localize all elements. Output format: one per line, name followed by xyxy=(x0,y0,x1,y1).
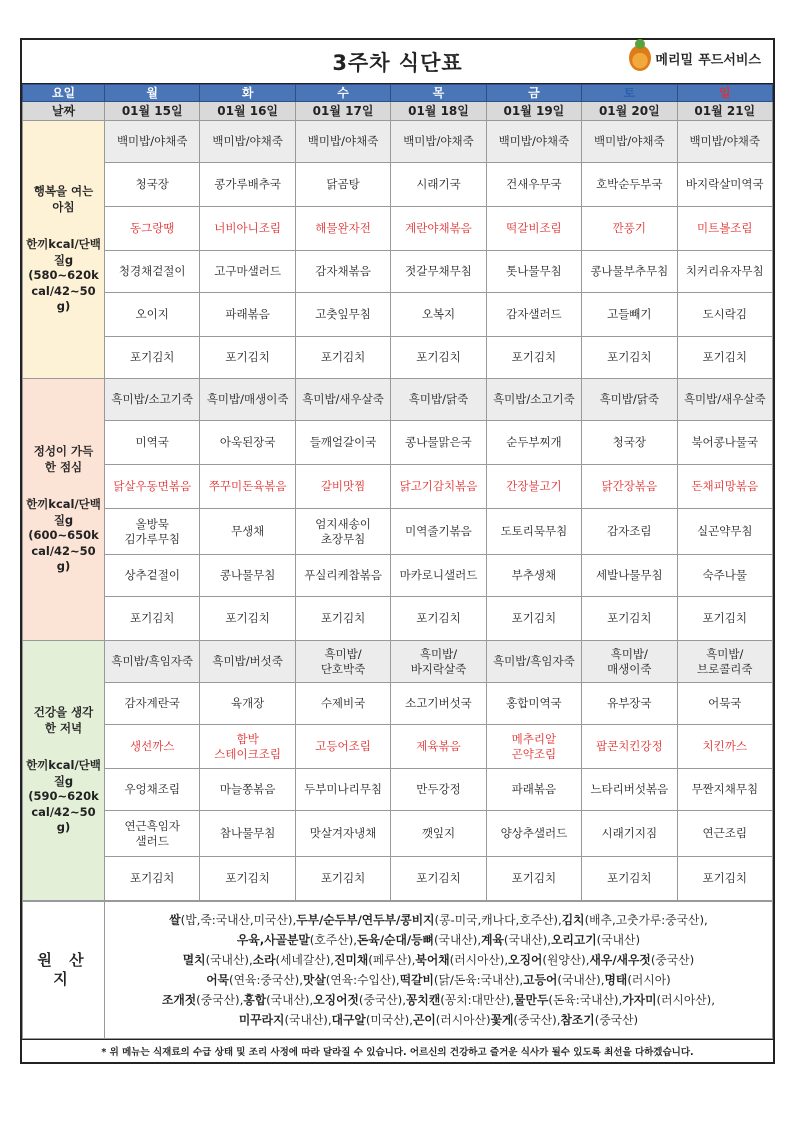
menu-item: 파래볶음 xyxy=(200,293,295,337)
menu-item: 흑미밥/버섯죽 xyxy=(200,641,295,683)
menu-item: 양상추샐러드 xyxy=(486,811,581,857)
lunch-row xyxy=(23,379,773,421)
menu-item: 올방묵 김가루무침 xyxy=(105,509,200,555)
origin-line: 조개젓(중국산),홍합(국내산),오징어젓(중국산),꽁치캔(꽁치:대만산),물만두(돈육:국내산),가자미(러시아산), xyxy=(161,993,716,1008)
menu-item: 포기김치 xyxy=(200,857,295,901)
menu-item: 흑미밥/소고기죽 xyxy=(105,379,200,421)
menu-item: 고들빼기 xyxy=(582,293,677,337)
menu-item: 포기김치 xyxy=(295,857,390,901)
date-sun: 01월 21일 xyxy=(677,102,772,121)
menu-item: 치커리유자무침 xyxy=(677,251,772,293)
menu-item: 흑미밥/ 매생이죽 xyxy=(582,641,677,683)
menu-item: 포기김치 xyxy=(105,337,200,379)
menu-item: 세발나물무침 xyxy=(582,555,677,597)
weekday-wed: 수 xyxy=(295,85,390,102)
menu-item: 닭살우동면볶음 xyxy=(105,465,200,509)
lunch-row xyxy=(23,597,773,641)
menu-item: 시래기지짐 xyxy=(582,811,677,857)
breakfast-row xyxy=(23,293,773,337)
menu-item: 돈채피망볶음 xyxy=(677,465,772,509)
date-thu: 01월 18일 xyxy=(391,102,486,121)
menu-item: 포기김치 xyxy=(295,597,390,641)
origin-line: 쌀(밥,죽:국내산,미국산),두부/순두부/연두부/콩비지(콩-미국,캐나다,호주산),김치(배추,고춧가루:중국산), xyxy=(169,913,708,927)
menu-item: 포기김치 xyxy=(391,857,486,901)
menu-item: 흑미밥/새우살죽 xyxy=(677,379,772,421)
menu-item: 참나물무침 xyxy=(200,811,295,857)
menu-item: 치킨까스 xyxy=(677,725,772,769)
menu-item: 파래볶음 xyxy=(486,769,581,811)
section-kcal: 한끼kcal/단백질g xyxy=(26,758,101,788)
menu-item: 포기김치 xyxy=(200,337,295,379)
menu-item: 미트볼조림 xyxy=(677,207,772,251)
menu-item: 닭고기감치볶음 xyxy=(391,465,486,509)
date-label: 날짜 xyxy=(23,102,105,121)
menu-item: 포기김치 xyxy=(582,857,677,901)
menu-item: 바지락살미역국 xyxy=(677,163,772,207)
weekday-tue: 화 xyxy=(200,85,295,102)
menu-item: 흑미밥/새우살죽 xyxy=(295,379,390,421)
menu-item: 흑미밥/닭죽 xyxy=(391,379,486,421)
menu-item: 푸실리케찹볶음 xyxy=(295,555,390,597)
breakfast-row xyxy=(23,207,773,251)
menu-item: 느타리버섯볶음 xyxy=(582,769,677,811)
menu-item: 포기김치 xyxy=(200,597,295,641)
menu-item: 닭곰탕 xyxy=(295,163,390,207)
menu-item: 제육볶음 xyxy=(391,725,486,769)
menu-item: 젓갈무채무침 xyxy=(391,251,486,293)
dinner-label xyxy=(23,641,105,901)
menu-item: 연근흑임자 샐러드 xyxy=(105,811,200,857)
menu-item: 포기김치 xyxy=(105,857,200,901)
dinner-row xyxy=(23,641,773,683)
origin-text xyxy=(105,902,773,1039)
menu-item: 엄지새송이 초장무침 xyxy=(295,509,390,555)
menu-item: 함박 스테이크조림 xyxy=(200,725,295,769)
menu-item: 흑미밥/ 바지락살죽 xyxy=(391,641,486,683)
origin-label: 원 산 지 xyxy=(23,902,105,1039)
menu-item: 미역줄기볶음 xyxy=(391,509,486,555)
menu-item: 백미밥/야채죽 xyxy=(582,121,677,163)
menu-item: 연근조림 xyxy=(677,811,772,857)
lunch-label xyxy=(23,379,105,641)
menu-item: 메추리알 곤약조림 xyxy=(486,725,581,769)
origin-table xyxy=(22,901,773,1039)
date-wed: 01월 17일 xyxy=(295,102,390,121)
page-title: 3주차 식단표 xyxy=(332,51,463,75)
breakfast-row xyxy=(23,163,773,207)
menu-item: 고춧잎무침 xyxy=(295,293,390,337)
menu-item: 맛살겨자냉채 xyxy=(295,811,390,857)
date-fri: 01월 19일 xyxy=(486,102,581,121)
menu-item: 포기김치 xyxy=(391,597,486,641)
menu-item: 백미밥/야채죽 xyxy=(391,121,486,163)
menu-item: 아욱된장국 xyxy=(200,421,295,465)
menu-item: 들깨얼갈이국 xyxy=(295,421,390,465)
menu-item: 호박순두부국 xyxy=(582,163,677,207)
menu-item: 미역국 xyxy=(105,421,200,465)
menu-item: 청국장 xyxy=(105,163,200,207)
menu-item: 콩나물무침 xyxy=(200,555,295,597)
menu-item: 감자계란국 xyxy=(105,683,200,725)
section-range: (600~650kcal/42~50g) xyxy=(28,528,99,574)
date-row xyxy=(23,102,773,121)
breakfast-label xyxy=(23,121,105,379)
menu-item: 백미밥/야채죽 xyxy=(486,121,581,163)
section-name: 정성이 가득한 점심 xyxy=(33,444,94,474)
section-name: 행복을 여는 아침 xyxy=(33,184,94,214)
menu-item: 흑미밥/ 단호박죽 xyxy=(295,641,390,683)
weekday-sun: 일 xyxy=(677,85,772,102)
menu-item: 건새우무국 xyxy=(486,163,581,207)
menu-item: 마늘쫑볶음 xyxy=(200,769,295,811)
lunch-row xyxy=(23,421,773,465)
brand-logo xyxy=(629,45,761,71)
menu-item: 흑미밥/ 브로콜리죽 xyxy=(677,641,772,683)
menu-item: 유부장국 xyxy=(582,683,677,725)
menu-item: 계란야채볶음 xyxy=(391,207,486,251)
section-range: (580~620kcal/42~50g) xyxy=(28,268,99,314)
menu-item: 우엉채조림 xyxy=(105,769,200,811)
menu-item: 간장불고기 xyxy=(486,465,581,509)
menu-item: 포기김치 xyxy=(677,337,772,379)
menu-item: 청경채겉절이 xyxy=(105,251,200,293)
date-sat: 01월 20일 xyxy=(582,102,677,121)
menu-item: 닭간장볶음 xyxy=(582,465,677,509)
logo-icon xyxy=(629,45,651,71)
menu-item: 포기김치 xyxy=(486,337,581,379)
menu-item: 북어콩나물국 xyxy=(677,421,772,465)
breakfast-row xyxy=(23,337,773,379)
lunch-row xyxy=(23,465,773,509)
logo-name: 메리밀 xyxy=(655,52,694,68)
menu-item: 생선까스 xyxy=(105,725,200,769)
menu-item: 육개장 xyxy=(200,683,295,725)
menu-item: 포기김치 xyxy=(582,597,677,641)
section-name: 건강을 생각한 저녁 xyxy=(33,705,94,735)
menu-item: 콩나물맑은국 xyxy=(391,421,486,465)
weekday-mon: 월 xyxy=(105,85,200,102)
menu-item: 수제비국 xyxy=(295,683,390,725)
dinner-row xyxy=(23,769,773,811)
menu-item: 떡갈비조림 xyxy=(486,207,581,251)
menu-item: 동그랑땡 xyxy=(105,207,200,251)
menu-item: 해물완자전 xyxy=(295,207,390,251)
menu-item: 포기김치 xyxy=(486,857,581,901)
menu-item: 깻잎지 xyxy=(391,811,486,857)
breakfast-row xyxy=(23,251,773,293)
title-bar xyxy=(22,40,773,84)
menu-item: 어묵국 xyxy=(677,683,772,725)
menu-item: 깐풍기 xyxy=(582,207,677,251)
menu-item: 흑미밥/흑임자죽 xyxy=(486,641,581,683)
menu-item: 팝콘치킨강정 xyxy=(582,725,677,769)
menu-item: 포기김치 xyxy=(486,597,581,641)
menu-item: 흑미밥/소고기죽 xyxy=(486,379,581,421)
menu-item: 부추생채 xyxy=(486,555,581,597)
menu-item: 갈비맛찜 xyxy=(295,465,390,509)
lunch-row xyxy=(23,509,773,555)
dinner-row xyxy=(23,811,773,857)
menu-item: 고구마샐러드 xyxy=(200,251,295,293)
date-tue: 01월 16일 xyxy=(200,102,295,121)
menu-item: 포기김치 xyxy=(391,337,486,379)
weekday-label: 요일 xyxy=(23,85,105,102)
menu-item: 두부미나리무침 xyxy=(295,769,390,811)
menu-item: 시래기국 xyxy=(391,163,486,207)
menu-item: 포기김치 xyxy=(582,337,677,379)
menu-item: 감자샐러드 xyxy=(486,293,581,337)
menu-item: 콩가루배추국 xyxy=(200,163,295,207)
menu-item: 포기김치 xyxy=(295,337,390,379)
menu-item: 홍합미역국 xyxy=(486,683,581,725)
menu-item: 무생채 xyxy=(200,509,295,555)
menu-item: 백미밥/야채죽 xyxy=(677,121,772,163)
menu-sheet xyxy=(20,38,775,1064)
menu-item: 도토리묵무침 xyxy=(486,509,581,555)
menu-item: 무짠지채무침 xyxy=(677,769,772,811)
menu-item: 오이지 xyxy=(105,293,200,337)
menu-item: 콩나물부추무침 xyxy=(582,251,677,293)
menu-item: 백미밥/야채죽 xyxy=(105,121,200,163)
menu-item: 오복지 xyxy=(391,293,486,337)
lunch-row xyxy=(23,555,773,597)
menu-item: 실곤약무침 xyxy=(677,509,772,555)
logo-sub: 푸드서비스 xyxy=(698,52,761,68)
menu-item: 만두강정 xyxy=(391,769,486,811)
origin-line: 멸치(국내산),소라(세네갈산),진미채(페루산),북어채(러시아산),오징어(원양산),새우/새우젓(중국산) xyxy=(182,953,695,968)
origin-line: 우육,사골분말(호주산),돈육/순대/등뼈(국내산),계육(국내산),오리고기(국내산) xyxy=(236,933,641,948)
menu-item: 상추겉절이 xyxy=(105,555,200,597)
menu-item: 순두부찌개 xyxy=(486,421,581,465)
menu-item: 도시락김 xyxy=(677,293,772,337)
menu-item: 숙주나물 xyxy=(677,555,772,597)
menu-item: 쭈꾸미돈육볶음 xyxy=(200,465,295,509)
weekday-sat: 토 xyxy=(582,85,677,102)
dinner-row xyxy=(23,725,773,769)
menu-item: 마카로니샐러드 xyxy=(391,555,486,597)
section-kcal: 한끼kcal/단백질g xyxy=(26,497,101,527)
section-range: (590~620kcal/42~50g) xyxy=(28,789,99,835)
origin-line: 어묵(연육:중국산),맛살(연육:수입산),떡갈비(닭/돈육:국내산),고등어(국내산),명태(러시아) xyxy=(206,973,671,988)
weekday-thu: 목 xyxy=(391,85,486,102)
menu-item: 소고기버섯국 xyxy=(391,683,486,725)
menu-item: 고등어조림 xyxy=(295,725,390,769)
section-kcal: 한끼kcal/단백질g xyxy=(26,237,101,267)
menu-item: 흑미밥/닭죽 xyxy=(582,379,677,421)
menu-item: 너비아니조림 xyxy=(200,207,295,251)
origin-line: 미꾸라지(국내산),대구알(미국산),곤이(러시아산)꽃게(중국산),참조기(중국산) xyxy=(238,1013,639,1028)
menu-item: 흑미밥/흑임자죽 xyxy=(105,641,200,683)
menu-item: 포기김치 xyxy=(677,597,772,641)
menu-table xyxy=(22,84,773,901)
menu-item: 포기김치 xyxy=(677,857,772,901)
date-mon: 01월 15일 xyxy=(105,102,200,121)
menu-item: 청국장 xyxy=(582,421,677,465)
menu-item: 톳나물무침 xyxy=(486,251,581,293)
menu-item: 흑미밥/매생이죽 xyxy=(200,379,295,421)
dinner-row xyxy=(23,857,773,901)
footnote: * 위 메뉴는 식재료의 수급 상태 및 조리 사정에 따라 달라질 수 있습니다. 어르신의 건강하고 즐거운 식사가 될수 있도록 최선을 다하겠습니다. xyxy=(22,1039,773,1062)
menu-item: 감자조림 xyxy=(582,509,677,555)
weekday-row xyxy=(23,85,773,102)
menu-item: 포기김치 xyxy=(105,597,200,641)
weekday-fri: 금 xyxy=(486,85,581,102)
menu-item: 백미밥/야채죽 xyxy=(200,121,295,163)
menu-item: 백미밥/야채죽 xyxy=(295,121,390,163)
menu-item: 감자채볶음 xyxy=(295,251,390,293)
dinner-row xyxy=(23,683,773,725)
breakfast-row xyxy=(23,121,773,163)
